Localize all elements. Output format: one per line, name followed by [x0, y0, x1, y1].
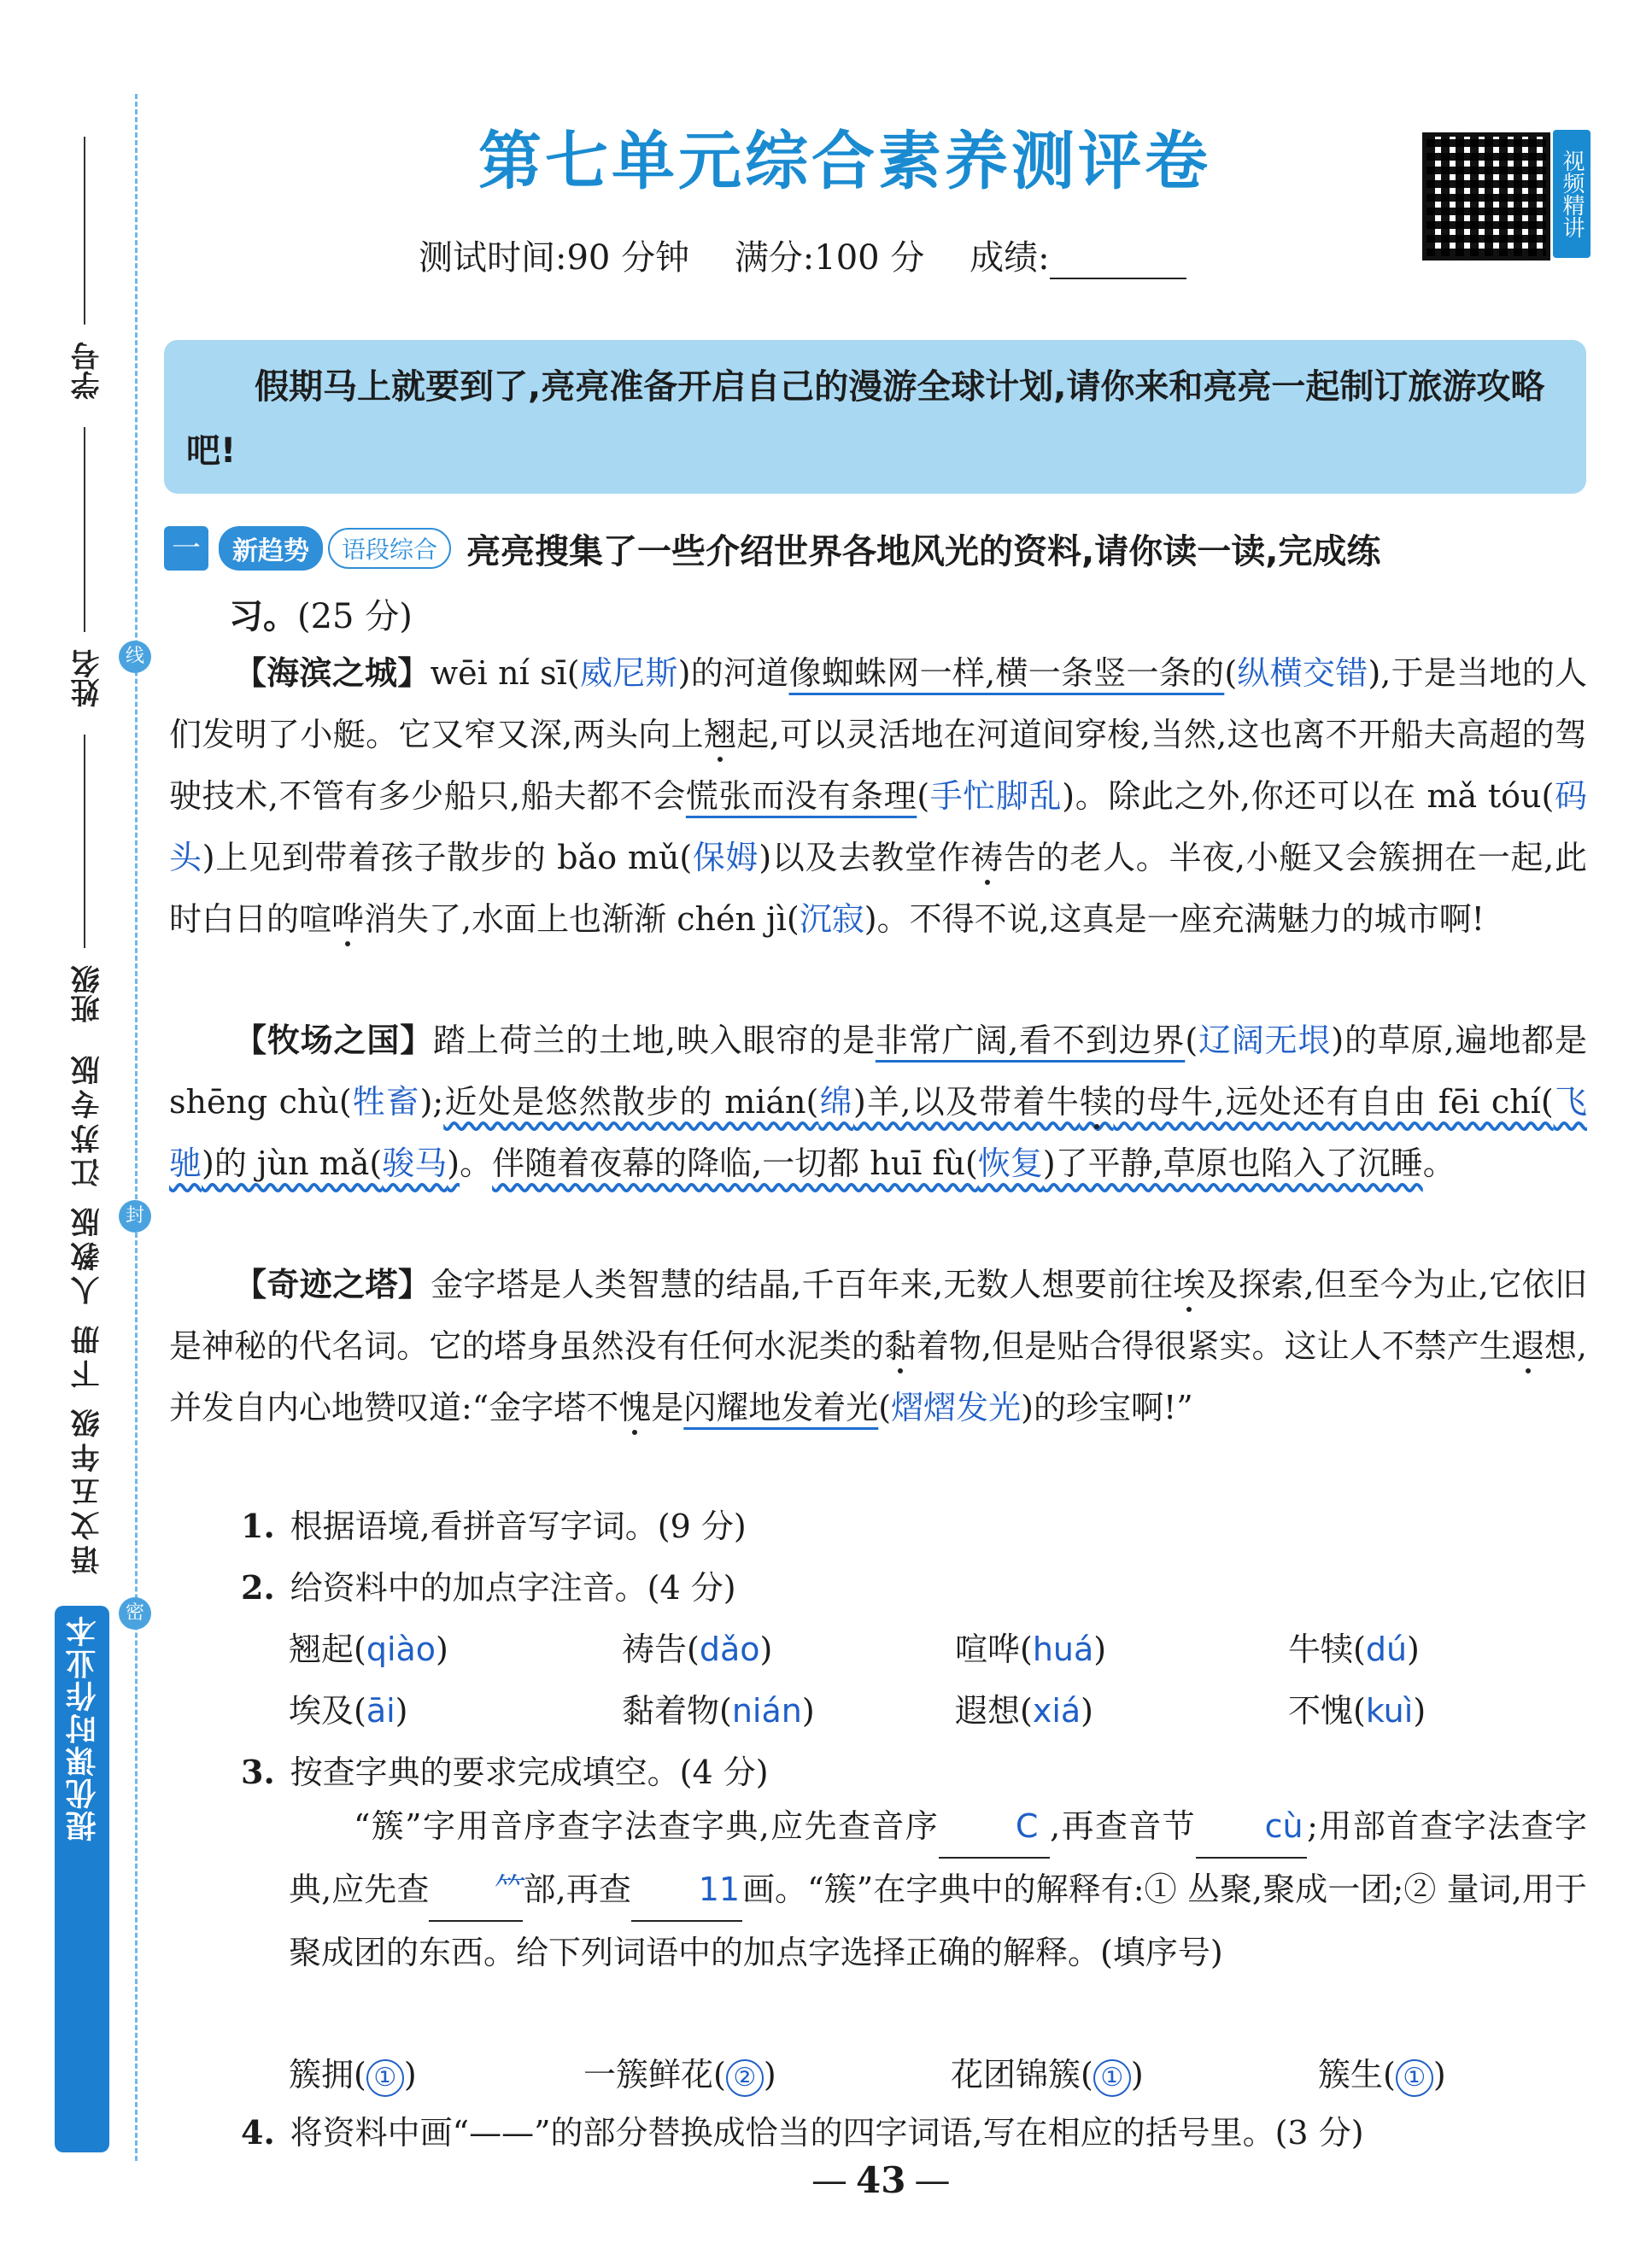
- wavy-phrase: 近处是悠然散步的 mián(: [443, 1083, 819, 1121]
- answer[interactable]: qiào: [366, 1631, 436, 1668]
- word: 花团锦簇(: [951, 2056, 1093, 2093]
- sidebar-name-top-line: [84, 427, 85, 632]
- paren: ): [395, 1692, 408, 1730]
- sidebar-book-info: 语文五年级 下册 人教版 江苏专版: [71, 1051, 105, 1575]
- passage-heading: 【奇迹之塔】: [234, 1266, 431, 1303]
- pinyin-item: [1288, 1684, 1621, 1731]
- passage-pasture-country: [169, 1010, 1587, 1194]
- paren: ): [1130, 2056, 1144, 2093]
- section-tag-trend: 新趋势: [219, 526, 323, 571]
- text: ),于是当地的人们发明了小艇。它又窄又深,两头向上: [169, 654, 1587, 753]
- text: )的河道: [677, 654, 789, 692]
- question-number: 2.: [241, 1568, 275, 1607]
- section-number: 一: [164, 526, 208, 571]
- word: 牛犊(: [1288, 1631, 1366, 1668]
- text: );: [419, 1083, 444, 1121]
- paren: ): [1432, 2056, 1446, 2093]
- wavy-phrase: 的母牛,远处还有自由 fēi chí(: [1113, 1083, 1554, 1121]
- question-number: 3.: [241, 1753, 275, 1791]
- paren: ): [763, 2056, 776, 2093]
- paren: ): [1413, 1692, 1426, 1730]
- section-instruction-end: 习。: [229, 597, 297, 636]
- question-text: 将资料中画“——”的部分替换成恰当的四字词语,写在相应的括号里。(3 分): [290, 2114, 1364, 2152]
- underlined-phrase: 慌张而没有条理: [685, 777, 917, 815]
- answer: 纵横交错: [1237, 654, 1368, 692]
- answer-blank[interactable]: ⺮: [429, 1859, 523, 1922]
- sidebar-field-id: 学号: [71, 342, 105, 400]
- underlined-phrase: 非常广阔,看不到边界: [875, 1022, 1186, 1059]
- paren: ): [1407, 1631, 1420, 1668]
- sidebar-id-line: [84, 137, 85, 325]
- pinyin-item: [622, 1684, 955, 1731]
- text: wēi ní sī(: [430, 654, 580, 692]
- word: 翘起(: [289, 1631, 366, 1668]
- text: (: [1185, 1022, 1198, 1059]
- wavy-phrase: ): [447, 1145, 460, 1182]
- qr-code[interactable]: [1422, 132, 1550, 261]
- wavy-phrase: )了平静,草原也陷入了沉睡: [1042, 1145, 1423, 1182]
- section-points: (25 分): [297, 597, 413, 636]
- word: 祷告(: [622, 1631, 700, 1668]
- answer-blank[interactable]: cù: [1196, 1795, 1307, 1859]
- dotted-char: 犊: [1080, 1083, 1114, 1121]
- answer: 飞驰: [169, 1083, 1587, 1182]
- text: 画。“簇”在字典中的解释有:① 丛聚,聚成一团;② 量词,用于聚成团的东西。给下列词语中的加点字选择正确的解释。(填序号): [289, 1871, 1587, 1971]
- word: 不愧(: [1288, 1692, 1366, 1730]
- text: 想,并发自内心地赞叹道:“金字塔不: [169, 1327, 1587, 1426]
- paren: ): [1093, 1631, 1107, 1668]
- exam-meta: [419, 231, 1221, 279]
- text: 。: [460, 1145, 493, 1182]
- definition-item: [583, 2048, 951, 2097]
- text: 踏上荷兰的土地,映入眼帘的是: [433, 1022, 876, 1059]
- text: )上见到带着孩子散步的 bǎo mǔ(: [202, 839, 693, 876]
- word: 簇生(: [1318, 2056, 1396, 2093]
- section-instruction: 亮亮搜集了一些介绍世界各地风光的资料,请你读一读,完成练: [466, 531, 1381, 571]
- pinyin-item: [1288, 1623, 1621, 1670]
- question-text: 根据语境,看拼音写字词。(9 分): [290, 1508, 747, 1545]
- definition-item: [1318, 2048, 1574, 2097]
- exam-score-label: 成绩:: [970, 238, 1050, 278]
- answer: 恢复: [977, 1145, 1043, 1182]
- pinyin-item: [289, 1623, 622, 1670]
- underlined-phrase: 闪耀地发着光: [683, 1389, 879, 1426]
- answer: 熠熠发光: [891, 1389, 1022, 1426]
- brand-text: 提优课时作业本: [66, 1614, 101, 1841]
- question-4: [241, 2106, 1364, 2153]
- answer[interactable]: ②: [726, 2059, 764, 2097]
- page-number: — 43 —: [803, 2159, 958, 2201]
- definition-row: [289, 2048, 1574, 2097]
- pinyin-item: [955, 1623, 1288, 1670]
- pinyin-row-1: [289, 1623, 1621, 1670]
- question-1: [241, 1500, 747, 1547]
- wavy-phrase: 伴随着夜幕的降临,一切都 huī fù(: [492, 1145, 978, 1182]
- text: )。除此之外,你还可以在 mǎ tóu(: [1062, 777, 1555, 815]
- text: “簇”字用音序查字法查字典,应先查音序: [354, 1807, 940, 1845]
- text: 起,可以灵活地在河道间穿梭,当然,这也离不开船夫高超的驾驶技术,不管有多少船只,船夫都不会: [169, 716, 1587, 815]
- answer: 绵: [818, 1083, 853, 1121]
- text: 。: [1422, 1145, 1456, 1182]
- text: )的草原,遍地都是 shēng chù(: [169, 1022, 1587, 1121]
- pinyin-row-2: [289, 1684, 1621, 1731]
- dotted-char: 埃: [1173, 1266, 1206, 1303]
- section-instruction-cont: [229, 589, 413, 638]
- question-number: 4.: [241, 2113, 275, 2152]
- answer[interactable]: dǎo: [699, 1631, 760, 1668]
- text: 及探索,但至今为止,它依旧是神秘的代名词。它的塔身虽然没有任何水泥类的: [169, 1266, 1587, 1365]
- answer: 骏马: [382, 1145, 448, 1182]
- exam-full-score: 满分:100 分: [734, 238, 925, 278]
- text: 告的老人。半夜,小艇又会簇拥在一起,此时白日的喧: [169, 839, 1587, 938]
- sidebar-class-line: [84, 735, 85, 948]
- text: 部,再查: [523, 1871, 631, 1908]
- question-2: [241, 1561, 736, 1608]
- definition-item: [289, 2048, 583, 2097]
- score-blank[interactable]: [1050, 247, 1186, 279]
- answer: 手忙脚乱: [929, 777, 1063, 815]
- question-number: 1.: [241, 1507, 275, 1545]
- answer: 威尼斯: [579, 654, 678, 692]
- word: 一簇鲜花(: [583, 2056, 726, 2093]
- passage-heading: 【牧场之国】: [234, 1022, 434, 1059]
- dotted-char: 翘: [704, 716, 737, 753]
- answer: 沉寂: [799, 900, 864, 938]
- answer: 牲畜: [351, 1083, 420, 1121]
- passage-seaside-city: [169, 642, 1587, 950]
- section-tag-type: 语段综合: [328, 528, 451, 569]
- answer[interactable]: ①: [366, 2059, 404, 2097]
- seal-mark-secret: 密: [119, 1597, 151, 1630]
- question-text: 给资料中的加点字注音。(4 分): [290, 1569, 736, 1607]
- paren: ): [1081, 1692, 1093, 1730]
- sidebar-field-name: 姓名: [71, 649, 105, 707]
- answer: 辽阔无垠: [1198, 1022, 1332, 1059]
- dotted-char: 哗: [331, 900, 365, 938]
- answer[interactable]: xiá: [1032, 1692, 1081, 1730]
- word: 遐想(: [955, 1692, 1033, 1730]
- seal-mark-line: 线: [119, 641, 151, 673]
- qr-label: 视频精讲: [1553, 130, 1590, 258]
- answer[interactable]: nián: [731, 1692, 802, 1730]
- text: 消失了,水面上也渐渐 chén jì(: [364, 900, 800, 938]
- paren: ): [403, 2056, 417, 2093]
- answer[interactable]: āi: [366, 1692, 395, 1730]
- text: (: [1224, 654, 1238, 692]
- answer: 码头: [169, 777, 1587, 876]
- question-text: 按查字典的要求完成填空。(4 分): [290, 1754, 769, 1791]
- question-3: [241, 1746, 769, 1793]
- dotted-char: 祷: [970, 839, 1004, 876]
- word: 埃及(: [289, 1692, 366, 1730]
- paren: ): [436, 1631, 448, 1668]
- passage-miracle-tower: [169, 1254, 1587, 1438]
- text: (: [878, 1389, 892, 1426]
- pinyin-item: [622, 1623, 955, 1670]
- text: )。不得不说,这真是一座充满魅力的城市啊!: [864, 900, 1485, 938]
- exam-time: 测试时间:90 分钟: [419, 238, 690, 278]
- text: 着物,但是贴合得很紧实。这让人不禁产生: [916, 1327, 1512, 1365]
- paren: ): [759, 1631, 773, 1668]
- answer[interactable]: ①: [1396, 2059, 1433, 2097]
- dotted-char: 黏: [883, 1327, 917, 1365]
- answer[interactable]: huá: [1032, 1631, 1094, 1668]
- intro-banner: [164, 340, 1586, 494]
- word: 黏着物(: [622, 1692, 732, 1730]
- wavy-phrase: )羊,以及带着牛: [852, 1083, 1081, 1121]
- answer[interactable]: ①: [1093, 2059, 1131, 2097]
- text: ,再查音节: [1050, 1807, 1197, 1845]
- answer: 保姆: [692, 839, 759, 876]
- sidebar-field-class: 班级: [71, 965, 105, 1023]
- section-header: [164, 523, 1380, 574]
- intro-text: 假期马上就要到了,亮亮准备开启自己的漫游全球计划,请你来和亮亮一起制订旅游攻略吧!: [186, 367, 1545, 471]
- word: 喧哗(: [955, 1631, 1033, 1668]
- pinyin-item: [289, 1684, 622, 1731]
- cut-line: [135, 94, 138, 2161]
- text: 是: [651, 1389, 684, 1426]
- text: (: [917, 777, 930, 815]
- text: )以及去教堂作: [759, 839, 971, 876]
- passage-heading: 【海滨之城】: [234, 654, 431, 692]
- answer[interactable]: kuì: [1365, 1692, 1414, 1730]
- wavy-phrase: )的 jùn mǎ(: [202, 1145, 383, 1182]
- answer-blank[interactable]: C: [939, 1795, 1050, 1859]
- pinyin-item: [955, 1684, 1288, 1731]
- brand-logo: [55, 1606, 109, 2152]
- paren: ): [801, 1692, 815, 1730]
- question-3-body: [289, 1795, 1587, 1983]
- seal-mark-seal: 封: [119, 1200, 151, 1233]
- text: 金字塔是人类智慧的结晶,千百年来,无数人想要前往: [431, 1266, 1174, 1303]
- word: 簇拥(: [289, 2056, 366, 2093]
- dotted-char: 愧: [618, 1389, 652, 1426]
- underlined-phrase: 像蜘蛛网一样,横一条竖一条的: [788, 654, 1225, 692]
- text: )的珍宝啊!”: [1021, 1389, 1193, 1426]
- answer[interactable]: dú: [1365, 1631, 1408, 1668]
- dotted-char: 遐: [1511, 1327, 1544, 1365]
- page-title: 第七单元综合素养测评卷: [478, 125, 1211, 198]
- answer-blank[interactable]: 11: [631, 1859, 742, 1922]
- definition-item: [951, 2048, 1318, 2097]
- text: ;用部首查字法查字典,应先查: [289, 1807, 1587, 1908]
